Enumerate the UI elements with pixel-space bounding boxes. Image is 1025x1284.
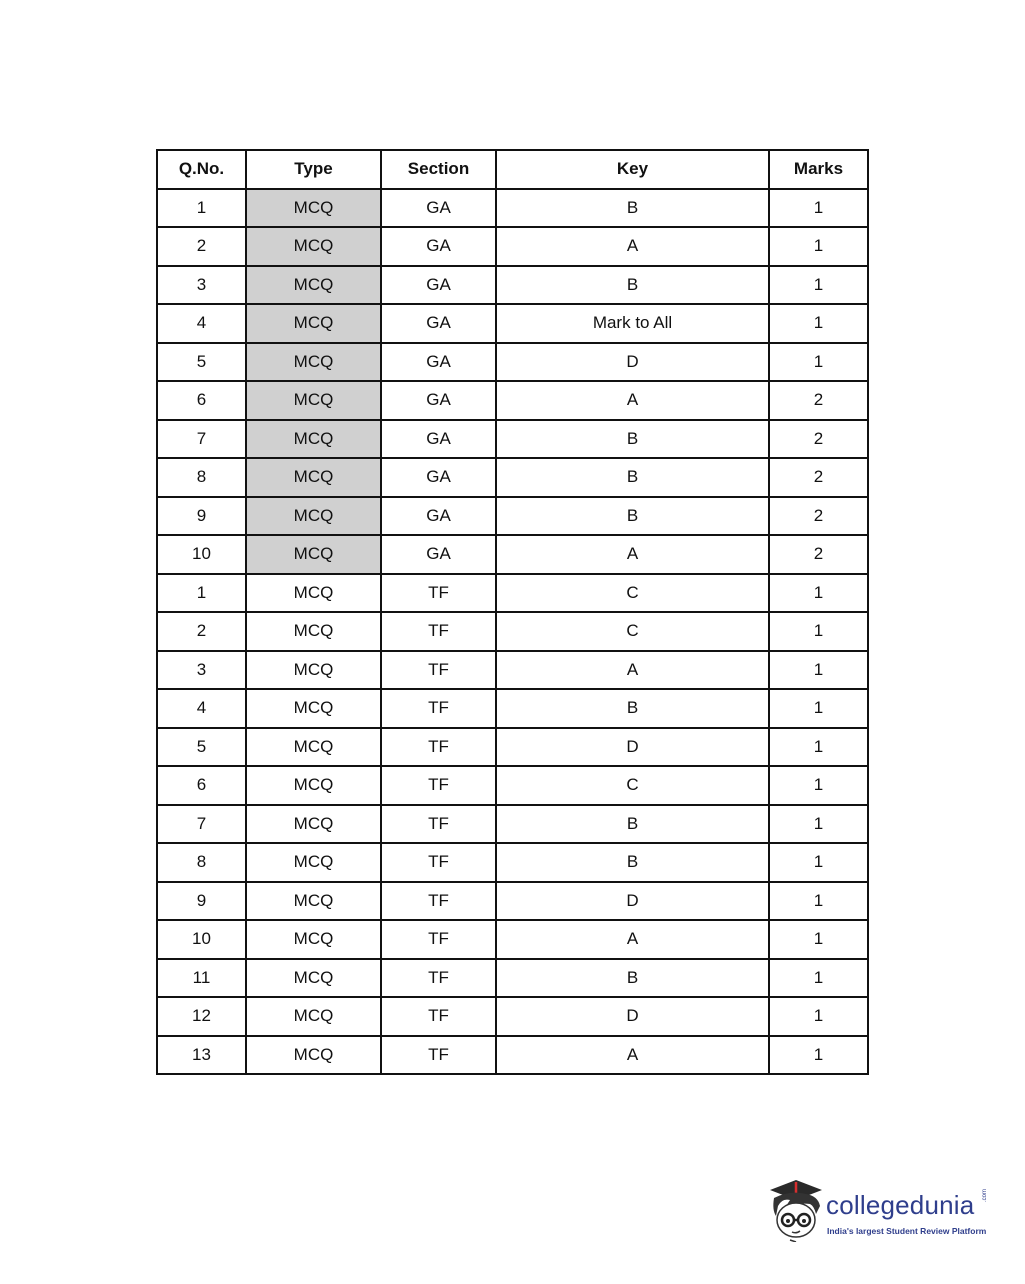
cell-marks: 1 <box>769 920 868 959</box>
answer-key-sheet <box>156 149 867 1075</box>
table-row <box>157 728 868 767</box>
cell-marks: 1 <box>769 766 868 805</box>
cell-key: D <box>496 728 769 767</box>
cell-type: MCQ <box>246 189 381 228</box>
table-row <box>157 304 868 343</box>
cell-section: GA <box>381 381 496 420</box>
cell-qno: 2 <box>157 227 246 266</box>
cell-type: MCQ <box>246 266 381 305</box>
table-row <box>157 805 868 844</box>
table-body <box>157 189 868 1075</box>
cell-marks: 1 <box>769 1036 868 1075</box>
table-row <box>157 227 868 266</box>
cell-section: TF <box>381 689 496 728</box>
cell-qno: 12 <box>157 997 246 1036</box>
cell-key: C <box>496 612 769 651</box>
cell-qno: 1 <box>157 189 246 228</box>
cell-qno: 11 <box>157 959 246 998</box>
cell-key: A <box>496 227 769 266</box>
header-section: Section <box>381 150 496 189</box>
cell-type: MCQ <box>246 574 381 613</box>
table-row <box>157 420 868 459</box>
cell-key: A <box>496 535 769 574</box>
table-row <box>157 651 868 690</box>
cell-key: B <box>496 266 769 305</box>
cell-type: MCQ <box>246 343 381 382</box>
cell-section: TF <box>381 997 496 1036</box>
cell-qno: 4 <box>157 304 246 343</box>
table-row <box>157 266 868 305</box>
cell-key: B <box>496 959 769 998</box>
cell-type: MCQ <box>246 497 381 536</box>
cell-type: MCQ <box>246 959 381 998</box>
cell-marks: 1 <box>769 651 868 690</box>
cell-type: MCQ <box>246 458 381 497</box>
cell-marks: 1 <box>769 612 868 651</box>
collegedunia-logo <box>766 1176 996 1242</box>
cell-section: TF <box>381 612 496 651</box>
cell-key: A <box>496 1036 769 1075</box>
cell-marks: 1 <box>769 843 868 882</box>
cell-qno: 2 <box>157 612 246 651</box>
cell-qno: 7 <box>157 805 246 844</box>
cell-key: D <box>496 997 769 1036</box>
table-row <box>157 497 868 536</box>
cell-marks: 1 <box>769 689 868 728</box>
cell-key: B <box>496 805 769 844</box>
cell-section: TF <box>381 728 496 767</box>
cell-qno: 5 <box>157 343 246 382</box>
table-row <box>157 189 868 228</box>
cell-qno: 4 <box>157 689 246 728</box>
cell-section: GA <box>381 497 496 536</box>
logo-wordmark: collegedunia <box>826 1190 975 1220</box>
cell-marks: 1 <box>769 805 868 844</box>
table-row <box>157 959 868 998</box>
cell-marks: 2 <box>769 381 868 420</box>
cell-qno: 8 <box>157 458 246 497</box>
cell-type: MCQ <box>246 1036 381 1075</box>
cell-marks: 1 <box>769 574 868 613</box>
cell-qno: 6 <box>157 381 246 420</box>
cell-type: MCQ <box>246 227 381 266</box>
cell-key: C <box>496 574 769 613</box>
cell-qno: 8 <box>157 843 246 882</box>
cell-marks: 2 <box>769 535 868 574</box>
table-row <box>157 997 868 1036</box>
cell-section: TF <box>381 574 496 613</box>
cell-qno: 3 <box>157 266 246 305</box>
cell-type: MCQ <box>246 651 381 690</box>
header-qno: Q.No. <box>157 150 246 189</box>
table-row <box>157 535 868 574</box>
cell-type: MCQ <box>246 805 381 844</box>
cell-section: TF <box>381 959 496 998</box>
table-row <box>157 381 868 420</box>
cell-key: A <box>496 920 769 959</box>
table-row <box>157 574 868 613</box>
cell-key: D <box>496 343 769 382</box>
cell-type: MCQ <box>246 728 381 767</box>
cell-marks: 1 <box>769 959 868 998</box>
table-row <box>157 882 868 921</box>
cell-section: GA <box>381 420 496 459</box>
cell-qno: 6 <box>157 766 246 805</box>
cell-section: TF <box>381 843 496 882</box>
table-row <box>157 689 868 728</box>
cell-section: GA <box>381 189 496 228</box>
answer-key-table <box>156 149 869 1075</box>
cell-key: B <box>496 497 769 536</box>
cell-type: MCQ <box>246 381 381 420</box>
cell-qno: 3 <box>157 651 246 690</box>
cell-qno: 9 <box>157 497 246 536</box>
table-row <box>157 920 868 959</box>
cell-key: A <box>496 381 769 420</box>
cell-type: MCQ <box>246 843 381 882</box>
cell-type: MCQ <box>246 689 381 728</box>
cell-section: TF <box>381 882 496 921</box>
cell-section: GA <box>381 266 496 305</box>
cell-key: A <box>496 651 769 690</box>
cell-qno: 7 <box>157 420 246 459</box>
cell-section: TF <box>381 920 496 959</box>
cell-section: GA <box>381 227 496 266</box>
header-type: Type <box>246 150 381 189</box>
cell-marks: 2 <box>769 497 868 536</box>
cell-section: GA <box>381 535 496 574</box>
cell-marks: 2 <box>769 458 868 497</box>
cell-type: MCQ <box>246 535 381 574</box>
cell-key: B <box>496 689 769 728</box>
table-row <box>157 612 868 651</box>
cell-section: GA <box>381 343 496 382</box>
cell-key: C <box>496 766 769 805</box>
logo-domain-suffix: .com <box>982 1188 988 1202</box>
cell-qno: 13 <box>157 1036 246 1075</box>
cell-qno: 10 <box>157 535 246 574</box>
cell-key: B <box>496 189 769 228</box>
cell-marks: 1 <box>769 266 868 305</box>
header-key: Key <box>496 150 769 189</box>
cell-key: Mark to All <box>496 304 769 343</box>
cell-qno: 10 <box>157 920 246 959</box>
graduate-mascot-icon <box>766 1176 826 1242</box>
cell-key: B <box>496 458 769 497</box>
cell-section: TF <box>381 1036 496 1075</box>
cell-marks: 1 <box>769 227 868 266</box>
cell-section: TF <box>381 651 496 690</box>
table-row <box>157 343 868 382</box>
cell-type: MCQ <box>246 997 381 1036</box>
cell-qno: 9 <box>157 882 246 921</box>
cell-type: MCQ <box>246 920 381 959</box>
cell-section: GA <box>381 304 496 343</box>
table-header-row <box>157 150 868 189</box>
cell-type: MCQ <box>246 882 381 921</box>
cell-qno: 1 <box>157 574 246 613</box>
cell-marks: 1 <box>769 189 868 228</box>
cell-section: TF <box>381 805 496 844</box>
table-row <box>157 1036 868 1075</box>
cell-key: B <box>496 420 769 459</box>
logo-tagline: India's largest Student Review Platform <box>827 1226 987 1236</box>
cell-marks: 1 <box>769 882 868 921</box>
cell-marks: 1 <box>769 343 868 382</box>
cell-type: MCQ <box>246 766 381 805</box>
cell-key: D <box>496 882 769 921</box>
cell-type: MCQ <box>246 612 381 651</box>
cell-marks: 1 <box>769 728 868 767</box>
table-row <box>157 766 868 805</box>
cell-type: MCQ <box>246 304 381 343</box>
cell-key: B <box>496 843 769 882</box>
header-marks: Marks <box>769 150 868 189</box>
table-row <box>157 843 868 882</box>
cell-type: MCQ <box>246 420 381 459</box>
cell-section: GA <box>381 458 496 497</box>
cell-marks: 2 <box>769 420 868 459</box>
cell-section: TF <box>381 766 496 805</box>
cell-qno: 5 <box>157 728 246 767</box>
table-row <box>157 458 868 497</box>
cell-marks: 1 <box>769 997 868 1036</box>
cell-marks: 1 <box>769 304 868 343</box>
